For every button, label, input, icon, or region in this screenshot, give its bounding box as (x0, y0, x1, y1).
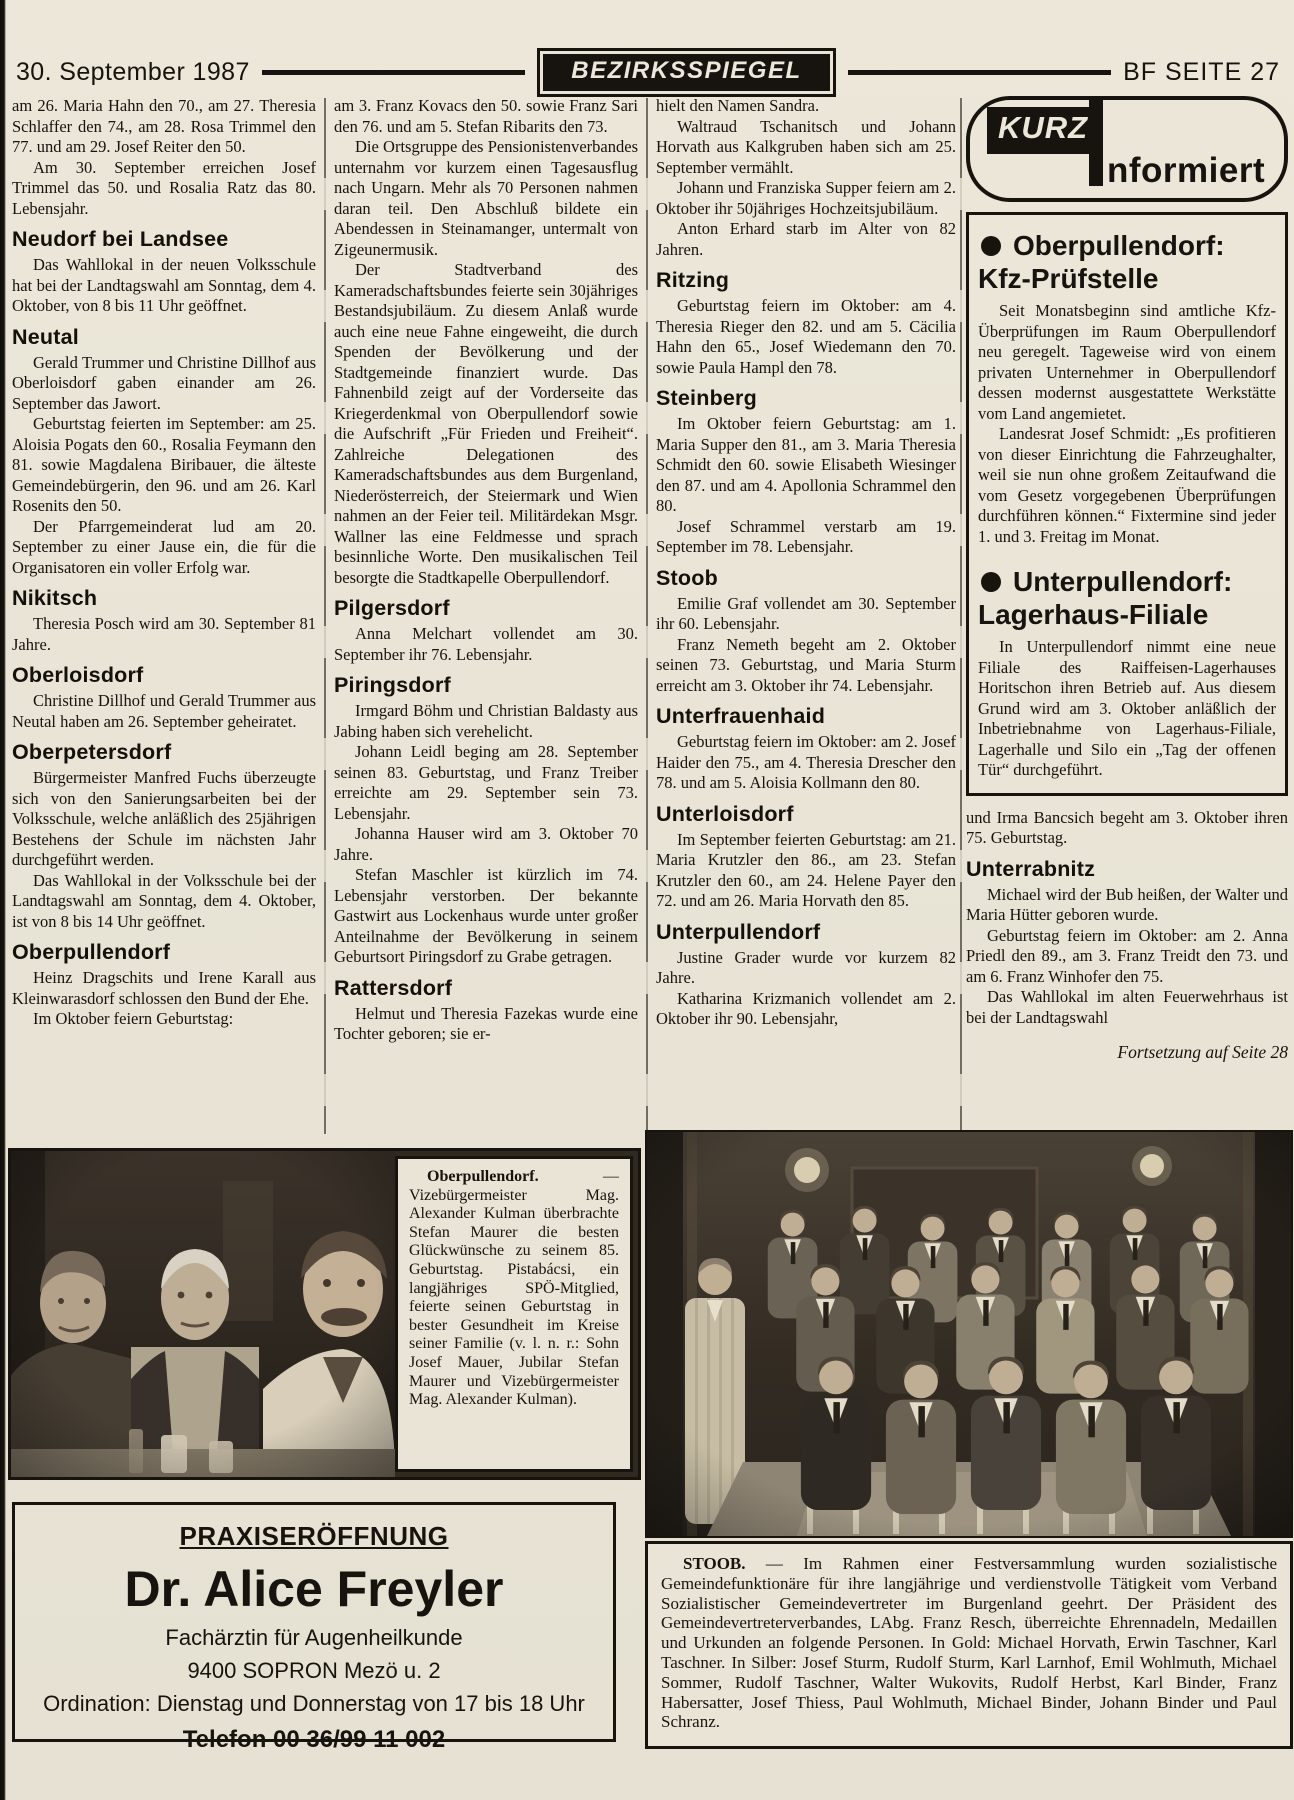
paragraph: In Unterpullendorf nimmt eine neue Filiale des Raiffeisen-Lagerhauses Horitschon ihren Betrieb auf. Aus diesem Grund wird am 3. Oktober anläßlich der Inbetriebnahme von Lagerhaus-Filiale, Lagerhalle und Silo ein „Tag der offenen Tür“ durchgeführt. (978, 637, 1276, 779)
paragraph: Anna Melchart vollendet am 30. September ihr 76. Lebensjahr. (334, 624, 638, 664)
paragraph: Stefan Maschler ist kürzlich im 74. Lebensjahr verstorben. Der bekannte Gastwirt aus Lockenhaus wurde unter großer Anteilnahme der Bevölkerung in seinem Geburtsort Piringsdorf zu Grabe getragen. (334, 865, 638, 966)
kurz-article-city (978, 565, 1276, 599)
section-heading: Unterrabnitz (966, 856, 1096, 881)
photo-right-caption-box (645, 1541, 1293, 1749)
paragraph: Die Ortsgruppe des Pensionistenverbandes unternahm vor kurzem einen Tagesausflug nach Ungarn. Mehr als 70 Personen nahmen daran teil. Den Abschluß bildete ein Abendessen in Steinamanger, untermalt von Zigeunermusik. (334, 137, 638, 259)
paragraph: hielt den Namen Sandra. (656, 96, 820, 115)
page-header (16, 50, 1280, 94)
paragraph: Geburtstag feiern im Oktober: am 2. Josef Haider den 75., am 4. Theresia Drescher den 78. und am 5. Aloisia Kollmann den 80. (656, 732, 956, 792)
kurz-logo-word: KURZ (987, 107, 1099, 154)
paragraph: Johanna Hauser wird am 3. Oktober 70 Jahre. (334, 824, 638, 864)
paragraph: Am 30. September erreichen Josef Trimmel das 50. und Rosalia Ratz das 80. Lebensjahr. (12, 157, 316, 218)
paragraph: Anton Erhard starb im Alter von 82 Jahren. (656, 219, 956, 259)
paragraph: Emilie Graf vollendet am 30. September ihr 60. Lebensjahr. (656, 593, 956, 633)
ad-hours: Ordination: Dienstag und Donnerstag von 17 bis 18 Uhr (43, 1691, 585, 1716)
paragraph: Johann Leidl beging am 28. September seinen 83. Geburtstag, und Franz Treiber erreichte am 29. September sein 73. Lebensjahr. (334, 742, 638, 823)
paragraph: Gerald Trummer und Christine Dillhof aus Oberloisdorf gaben einander am 26. September das Jawort. (12, 352, 316, 413)
kurz-article-title: Kfz-Prüfstelle (978, 263, 1159, 294)
section-heading: Steinberg (656, 386, 757, 410)
paragraph: Das Wahllokal im alten Feuerwehrhaus ist bei der Landtagswahl (966, 987, 1288, 1027)
section-heading: Pilgersdorf (334, 596, 450, 620)
kurz-article-kfz (978, 229, 1276, 547)
paragraph: Christine Dillhof und Gerald Trummer aus Neutal haben am 26. September geheiratet. (12, 691, 316, 731)
paragraph: Das Wahllokal in der Volksschule bei der Landtagswahl am Sonntag, dem 4. Oktober, ist von 8 bis 14 Uhr geöffnet. (12, 870, 316, 931)
kurz-article-title: Lagerhaus-Filiale (978, 599, 1209, 630)
paragraph: Im Oktober feiern Geburtstag: am 1. Maria Supper den 81., am 3. Maria Theresia Schmidt den 60. sowie Elisabeth Wiesinger den 87. und am 4. Apollonia Schrammel den 80. (656, 414, 956, 515)
paragraph: Josef Schrammel verstarb am 19. September im 78. Lebensjahr. (656, 516, 956, 556)
paragraph: Seit Monatsbeginn sind amtliche Kfz-Überprüfungen im Raum Oberpullendorf neu geregelt. Tageweise wird von einem privaten Unternehmer in Oberpullendorf dessen modernst ausgestattete Werkstätte vom Land angemietet. (978, 301, 1276, 423)
paragraph: Irmgard Böhm und Christian Baldasty aus Jabing haben sich verehelicht. (334, 701, 638, 741)
ad-doctor-name: Dr. Alice Freyler (124, 1561, 504, 1617)
photo-stoob-group (647, 1132, 1291, 1536)
caption-text: — Im Rahmen einer Festversammlung wurden sozialistische Gemeindefunktionäre für ihre langjährige und verdienstvolle Tätigkeit vom Verband Sozialistischer Gemeindevertreter im Burgenland geehrt. Der Präsident des Gemeindevertreterverbandes, LAbg. Franz Resch, überreichte Ehrennadeln, Medaillen und Urkunden an folgende Personen. In Gold: Michael Horvath, Erwin Taschner, Karl Taschner. In Silber: Josef Sturm, Rudolf Sturm, Karl Larnhof, Emil Wohlmuth, Michael Sommer, Rudolf Taschner, Walter Wukovits, Rudolf Herbst, Karl Binder, Franz Habersatter, Josef Thiess, Paul Wohlmuth, Michael Binder, Johann Binder und Paul Schranz. (661, 1554, 1277, 1732)
paragraph: am 26. Maria Hahn den 70., am 27. Theresia Schlaffer den 74., am 28. Rosa Trimmel den 77. und am 29. Josef Reiter den 50. (12, 96, 316, 156)
paragraph: Michael wird der Bub heißen, der Walter und Maria Hütter geboren wurde. (966, 884, 1288, 924)
kurz-logo-i-bar (1089, 96, 1103, 186)
ad-praxiseroeffnung (12, 1502, 616, 1753)
paragraph: Justine Grader wurde vor kurzem 82 Jahre. (656, 947, 956, 987)
paragraph: Im Oktober feiern Geburtstag: (33, 1009, 234, 1028)
paragraph: Waltraud Tschanitsch und Johann Horvath aus Kalkgruben haben sich am 25. September vermählt. (656, 116, 956, 177)
column-rule (646, 98, 648, 1134)
paragraph: Der Stadtverband des Kameradschaftsbundes feierte sein 30jähriges Bestandsjubiläum. Zu diesem Anlaß wurde auch eine neue Fahne eingeweiht, die durch Spenden der Bevölkerung und der Stadtgemeinde finanziert wurde. Das Fahnenbild zeigt auf der Vorderseite das Kriegerdenkmal von Oberpullendorf sowie die Aufschrift „Für Frieden und Freiheit“. Zahlreiche Delegationen des Kameradschaftsbundes aus dem Burgenland, Niederösterreich, der Steiermark und Wien nahmen an der Feier teil. Militärdekan Msgr. Wallner las eine Feldmesse und sprach besinnliche Worte. Den musikalischen Teil besorgte die Stadtkapelle Oberpullendorf. (334, 260, 638, 587)
paragraph: Landesrat Josef Schmidt: „Es profitieren von dieser Einrichtung die Fahrzeughalter, weil sie nun ohne großem Zeitaufwand die vom Gesetz vorgegebenen Überprüfungen durchführen können.“ Fixtermine sind jeder 1. und 3. Freitag im Monat. (978, 424, 1276, 546)
section-heading: Unterloisdorf (656, 801, 794, 826)
section-heading: Unterfrauenhaid (656, 704, 826, 728)
header-rule-right (848, 70, 1111, 75)
section-heading: Unterpullendorf (656, 919, 821, 944)
paragraph: Theresia Posch wird am 30. September 81 Jahre. (12, 614, 316, 654)
paragraph: Geburtstag feierten im September: am 25. Aloisia Pogats den 60., Rosalia Feymann den 81. sowie Magdalena Biribauer, die älteste Gemeindebürgerin, den 96. und am 26. Karl Rosenits den 50. (12, 414, 316, 515)
section-heading: Oberpullendorf (12, 940, 171, 964)
page-number: BF SEITE 27 (1123, 57, 1280, 86)
section-heading: Neudorf bei Landsee (12, 227, 229, 251)
paragraph: Heinz Dragschits und Irene Karall aus Kleinwarasdorf schlossen den Bund der Ehe. (12, 968, 316, 1008)
continuation-note: Fortsetzung auf Seite 28 (1117, 1042, 1288, 1062)
kurz-article-city-label: Unterpullendorf: (1013, 566, 1233, 597)
kurz-logo-informiert: nformiert (1107, 151, 1266, 190)
caption-lead: STOOB. (683, 1554, 746, 1573)
paragraph: Geburtstag feiern im Oktober: am 2. Anna Priedl den 89., am 3. Franz Treidt den 73. und am 6. Franz Winhofer den 75. (966, 925, 1288, 986)
news-column-2 (334, 96, 638, 1045)
section-heading: Neutal (12, 324, 79, 349)
header-rule-left (262, 70, 525, 75)
paragraph: Bürgermeister Manfred Fuchs überzeugte sich von den Sanierungsarbeiten bei der Volksschule, welche anläßlich des 25jährigen Bestehens der Schule im nächsten Jahr durchgeführt werden. (12, 768, 316, 869)
section-heading: Ritzing (656, 268, 730, 292)
masthead-title: BEZIRKSSPIEGEL (543, 54, 829, 91)
section-heading: Piringsdorf (334, 673, 451, 697)
ad-title: PRAXISERÖFFNUNG (179, 1521, 449, 1551)
news-column-1 (12, 96, 316, 1030)
paragraph: Katharina Krizmanich vollendet am 2. Oktober ihr 90. Lebensjahr, (656, 988, 956, 1028)
paragraph: Geburtstag feiern im Oktober: am 4. Theresia Rieger den 82. und am 5. Cäcilia Hahn den 65., Josef Wiedemann den 70. sowie Paula Hampl den 78. (656, 296, 956, 377)
photo-birthday-men (11, 1151, 395, 1477)
ad-address: 9400 SOPRON Mezö u. 2 (187, 1658, 441, 1683)
paragraph: Helmut und Theresia Fazekas wurde eine Tochter geboren; sie er- (334, 1003, 638, 1043)
paragraph: Im September feierten Geburtstag: am 21. Maria Krutzler den 86., am 23. Stefan Krutzler den 60., am 24. Helene Payer den 72. und am 26. Maria Horvath den 85. (656, 829, 956, 910)
news-column-4-continuation (966, 808, 1288, 1064)
section-heading: Nikitsch (12, 586, 98, 610)
kurz-informiert-box (966, 212, 1288, 796)
bullet-icon (981, 572, 1001, 592)
photo-right-caption (661, 1554, 1277, 1732)
paragraph: Das Wahllokal in der neuen Volksschule hat bei der Landtagswahl am Sonntag, dem 4. Oktober, von 8 bis 11 Uhr geöffnet. (12, 255, 316, 315)
ad-specialty: Fachärztin für Augenheilkunde (165, 1625, 463, 1650)
paragraph: am 3. Franz Kovacs den 50. sowie Franz Sari den 76. und am 5. Stefan Ribarits den 73. (334, 96, 638, 136)
section-heading: Oberpetersdorf (12, 740, 172, 764)
photo-block-right (645, 1130, 1293, 1538)
ad-phone: Telefon 00 36/99 11 002 (182, 1726, 446, 1753)
paragraph: Der Pfarrgemeinderat lud am 20. September zu einer Jause ein, die für die Organisatoren ein voller Erfolg war. (12, 516, 316, 577)
paragraph: Johann und Franziska Supper feiern am 2. Oktober ihr 50jähriges Hochzeitsjubiläum. (656, 178, 956, 218)
photo-block-left (8, 1148, 641, 1480)
paragraph: und Irma Bancsich begeht am 3. Oktober ihren 75. Geburtstag. (966, 807, 1288, 847)
section-heading: Stoob (656, 565, 718, 590)
news-column-3 (656, 96, 956, 1030)
kurz-article-lagerhaus (978, 565, 1276, 781)
section-heading: Rattersdorf (334, 975, 453, 1000)
caption-text: — Vizebürgermeister Mag. Alexander Kulman überbrachte Stefan Maurer die besten Glückwünsche zu seinem 85. Geburtstag. Pistabácsi, ein langjähriges SPÖ-Mitglied, feierte seinen Geburtstag in bester Gesundheit im Kreise seiner Familie (v. l. n. r.: Sohn Josef Mauer, Jubilar Stefan Maurer und Vizebürgermeister Mag. Alexander Kulman). (409, 1168, 619, 1409)
column-rule (960, 98, 962, 1134)
column-rule (324, 98, 326, 1134)
caption-lead: Oberpullendorf. (427, 1168, 539, 1185)
section-heading: Oberloisdorf (12, 663, 144, 687)
kurz-article-city (978, 229, 1276, 263)
kurz-informiert-logo (966, 96, 1288, 202)
photo-left-caption-box (395, 1156, 633, 1472)
kurz-article-city-label: Oberpullendorf: (1013, 230, 1225, 261)
bullet-icon (981, 236, 1001, 256)
news-column-4 (966, 96, 1288, 1081)
scan-edge-shadow (0, 0, 6, 1800)
paragraph: Franz Nemeth begeht am 2. Oktober seinen 73. Geburtstag, und Maria Sturm erreicht am 3. Oktober ihr 74. Lebensjahr. (656, 634, 956, 695)
photo-left-caption (409, 1168, 619, 1410)
masthead-box (537, 48, 835, 97)
issue-date: 30. September 1987 (16, 57, 250, 86)
